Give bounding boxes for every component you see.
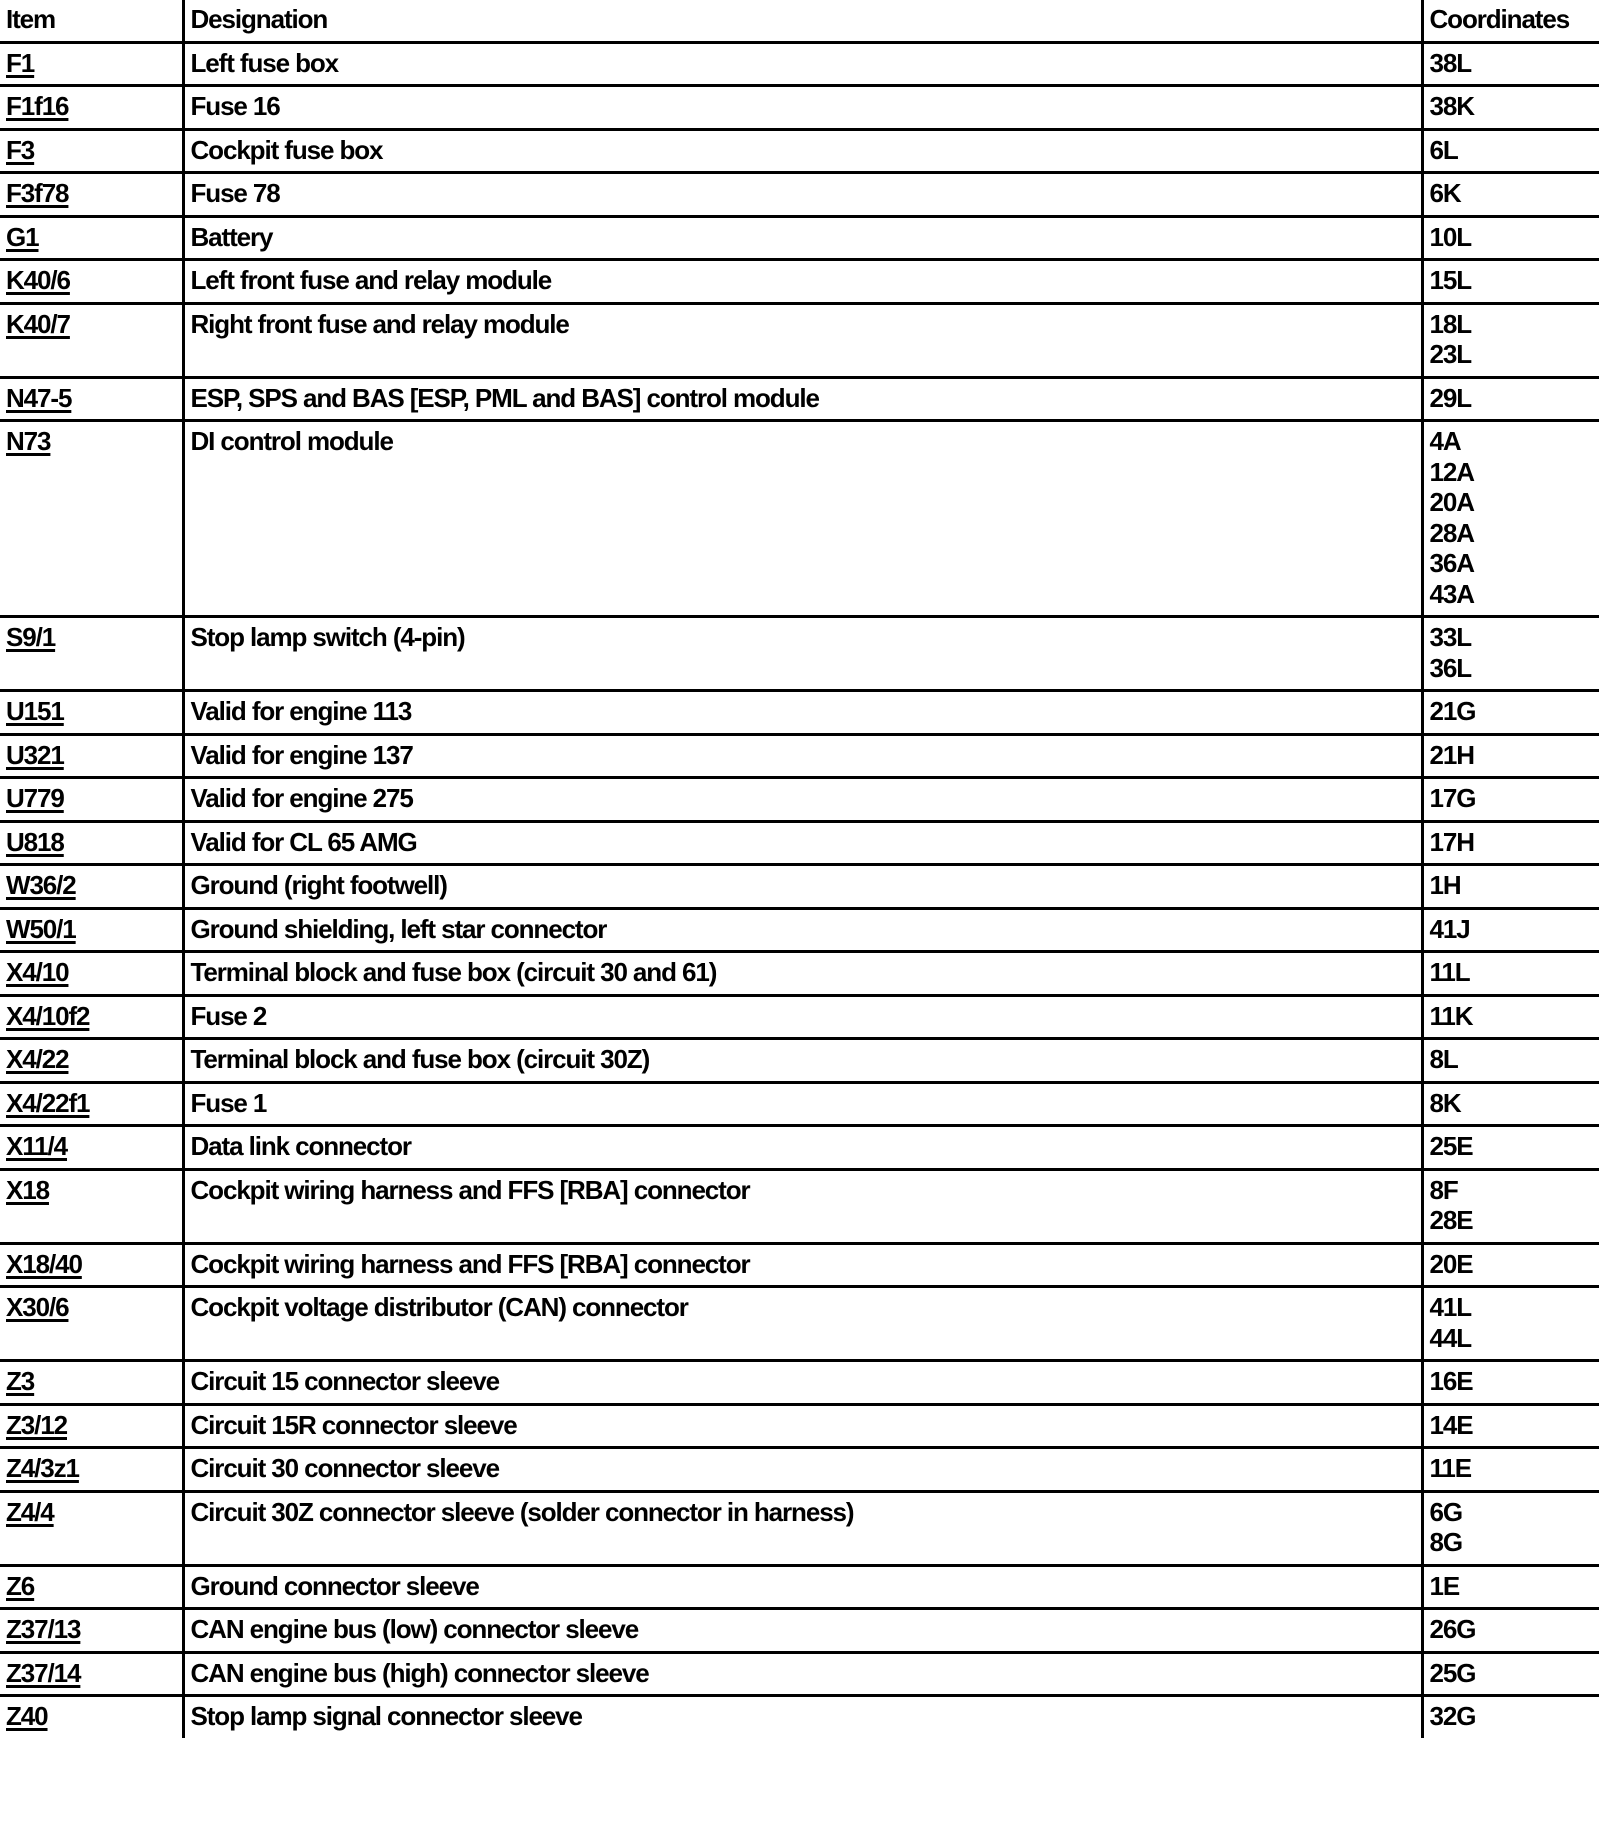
coordinates-cell [1422,908,1599,952]
table-row [0,952,1599,996]
coordinates-cell [1422,995,1599,1039]
coordinate-value: 44L [1429,1322,1472,1353]
coordinates-cell [1422,1361,1599,1405]
coordinates-cell [1422,1039,1599,1083]
item-cell [0,1652,183,1696]
coordinate-value: 6G [1429,1496,1462,1527]
designation-cell: Battery [183,216,1422,260]
item-link[interactable]: Z37/13 [6,1614,81,1644]
coordinate-value: 41L [1429,1292,1472,1322]
table-row [0,1404,1599,1448]
designation-cell: CAN engine bus (low) connector sleeve [183,1609,1422,1653]
item-link[interactable]: X18 [6,1174,49,1205]
item-cell [0,173,183,217]
coordinates-cell [1422,1696,1599,1738]
item-link[interactable]: U321 [6,739,64,770]
coordinates-cell [1422,421,1599,617]
coordinate-value: 28E [1429,1205,1473,1235]
designation-cell: Valid for CL 65 AMG [183,821,1422,865]
designation-cell: Fuse 1 [183,1082,1422,1126]
item-link[interactable]: F1f16 [6,91,69,121]
coordinate-value: 15L [1429,265,1472,295]
item-cell [0,952,183,996]
item-link[interactable]: K40/6 [6,265,70,295]
coordinate-value: 10L [1429,221,1472,252]
coordinate-value: 11E [1429,1453,1472,1483]
coordinates-cell [1422,952,1599,996]
designation-cell: Terminal block and fuse box (circuit 30Z) [183,1039,1422,1083]
coordinate-value: 28A [1429,517,1474,548]
coordinates-cell [1422,1565,1599,1609]
coordinate-value: 36A [1429,548,1474,578]
table-row [0,1361,1599,1405]
coordinates-cell [1422,1126,1599,1170]
coordinate-value: 25G [1429,1657,1476,1688]
item-cell [0,129,183,173]
designation-cell: Data link connector [183,1126,1422,1170]
header-coordinates: Coordinates [1422,0,1599,42]
table-row [0,1287,1599,1361]
item-cell [0,995,183,1039]
item-cell [0,908,183,952]
item-cell [0,1126,183,1170]
designation-cell: Cockpit voltage distributor (CAN) connector [183,1287,1422,1361]
coordinates-cell [1422,734,1599,778]
item-link[interactable]: F3f78 [6,178,69,208]
coordinates-cell [1422,778,1599,822]
designation-cell: Left fuse box [183,42,1422,86]
table-row [0,377,1599,421]
coordinates-cell [1422,691,1599,735]
coordinates-cell [1422,377,1599,421]
item-cell [0,377,183,421]
item-cell [0,86,183,130]
item-cell [0,778,183,822]
item-link[interactable]: F3 [6,134,35,165]
header-designation: Designation [183,0,1422,42]
item-link[interactable]: X4/22 [6,1044,69,1074]
item-link[interactable]: X4/22f1 [6,1087,90,1118]
table-row [0,303,1599,377]
item-cell [0,1565,183,1609]
coordinate-value: 33L [1429,622,1472,652]
table-row [0,260,1599,304]
item-link[interactable]: Z37/14 [6,1657,81,1688]
item-link[interactable]: Z4/4 [6,1496,54,1527]
coordinates-cell [1422,1404,1599,1448]
designation-cell: Fuse 2 [183,995,1422,1039]
designation-cell: Terminal block and fuse box (circuit 30 and 61) [183,952,1422,996]
coordinate-value: 17G [1429,783,1476,813]
item-cell [0,865,183,909]
item-link[interactable]: X30/6 [6,1292,69,1322]
coordinates-cell [1422,42,1599,86]
coordinate-value: 21H [1429,739,1474,770]
coordinate-value: 6K [1429,178,1461,208]
item-link[interactable]: X11/4 [6,1131,68,1161]
item-link[interactable]: U818 [6,826,64,857]
table-row [0,1039,1599,1083]
item-link[interactable]: N47-5 [6,382,72,413]
coordinate-value: 26G [1429,1614,1476,1644]
coordinates-cell [1422,1491,1599,1565]
item-cell [0,617,183,691]
table-row [0,173,1599,217]
item-link[interactable]: U779 [6,783,64,813]
coordinate-value: 38L [1429,47,1472,78]
table-row [0,1169,1599,1243]
item-link[interactable]: Z3/12 [6,1409,67,1440]
item-cell [0,1404,183,1448]
coordinate-value: 8F [1429,1174,1458,1205]
designation-cell: ESP, SPS and BAS [ESP, PML and BAS] control module [183,377,1422,421]
coordinates-cell [1422,1169,1599,1243]
coordinate-value: 20E [1429,1248,1473,1279]
item-link[interactable]: G1 [6,221,39,252]
item-cell [0,734,183,778]
table-row [0,865,1599,909]
item-link[interactable]: X4/10 [6,957,69,987]
item-link[interactable]: K40/7 [6,308,70,339]
item-link[interactable]: W36/2 [6,870,76,900]
item-cell [0,421,183,617]
designation-cell: Cockpit wiring harness and FFS [RBA] connector [183,1169,1422,1243]
coordinates-cell [1422,1448,1599,1492]
designation-cell: Cockpit wiring harness and FFS [RBA] connector [183,1243,1422,1287]
coordinates-cell [1422,1082,1599,1126]
table-row [0,42,1599,86]
designation-cell: Cockpit fuse box [183,129,1422,173]
item-link[interactable]: F1 [6,47,35,78]
designation-cell: Valid for engine 137 [183,734,1422,778]
coordinate-value: 29L [1429,382,1472,413]
item-cell [0,1169,183,1243]
item-cell [0,1039,183,1083]
table-body [0,42,1599,1738]
table-row [0,1609,1599,1653]
table-row [0,1082,1599,1126]
coordinates-cell [1422,260,1599,304]
table-row [0,821,1599,865]
designation-cell: Stop lamp signal connector sleeve [183,1696,1422,1738]
coordinate-value: 11L [1429,957,1470,987]
coordinate-value: 32G [1429,1701,1476,1731]
item-cell [0,260,183,304]
coordinate-value: 4A [1429,426,1461,456]
designation-cell: Fuse 78 [183,173,1422,217]
item-link[interactable]: X4/10f2 [6,1000,90,1031]
coordinate-value: 8L [1429,1044,1458,1074]
table-row [0,1448,1599,1492]
item-link[interactable]: Z40 [6,1701,48,1731]
designation-cell: Right front fuse and relay module [183,303,1422,377]
item-cell [0,1491,183,1565]
coordinates-cell [1422,1652,1599,1696]
designation-cell: Circuit 30Z connector sleeve (solder connector in harness) [183,1491,1422,1565]
coordinate-value: 8K [1429,1087,1461,1118]
item-cell [0,821,183,865]
table-row [0,908,1599,952]
coordinate-value: 38K [1429,91,1474,121]
table-row [0,1126,1599,1170]
coordinate-value: 43A [1429,578,1474,609]
table-row [0,216,1599,260]
designation-cell: Ground (right footwell) [183,865,1422,909]
table-row [0,1565,1599,1609]
designation-cell: Left front fuse and relay module [183,260,1422,304]
designation-cell: Fuse 16 [183,86,1422,130]
item-cell [0,303,183,377]
item-link[interactable]: Z6 [6,1570,35,1601]
item-cell [0,42,183,86]
coordinate-value: 20A [1429,487,1474,517]
item-cell [0,691,183,735]
item-cell [0,1287,183,1361]
coordinate-value: 8G [1429,1527,1462,1557]
coordinate-value: 25E [1429,1131,1473,1161]
coordinates-cell [1422,1287,1599,1361]
coordinate-value: 41J [1429,913,1470,944]
coordinates-cell [1422,303,1599,377]
header-item: Item [0,0,183,42]
item-link[interactable]: N73 [6,426,51,456]
item-cell [0,1696,183,1738]
item-link[interactable]: X18/40 [6,1248,82,1279]
designation-cell: Circuit 15R connector sleeve [183,1404,1422,1448]
coordinates-cell [1422,1243,1599,1287]
coordinate-value: 11K [1429,1000,1473,1031]
table-row [0,1491,1599,1565]
item-cell [0,1448,183,1492]
coordinates-cell [1422,617,1599,691]
item-link[interactable]: W50/1 [6,913,76,944]
coordinates-cell [1422,865,1599,909]
table-row [0,617,1599,691]
table-row [0,691,1599,735]
item-link[interactable]: U151 [6,696,64,726]
table-row [0,778,1599,822]
item-cell [0,1243,183,1287]
item-cell [0,1609,183,1653]
table-row [0,421,1599,617]
designation-cell: DI control module [183,421,1422,617]
coordinate-value: 16E [1429,1366,1473,1396]
item-link[interactable]: S9/1 [6,622,56,652]
coordinate-value: 21G [1429,696,1476,726]
designation-cell: Ground shielding, left star connector [183,908,1422,952]
table-row [0,1243,1599,1287]
coordinate-value: 12A [1429,456,1474,487]
coordinate-value: 14E [1429,1409,1473,1440]
table-row [0,129,1599,173]
coordinate-value: 18L [1429,308,1472,339]
item-link[interactable]: Z4/3z1 [6,1453,79,1483]
coordinates-cell [1422,216,1599,260]
table-row [0,734,1599,778]
designation-cell: Ground connector sleeve [183,1565,1422,1609]
coordinate-value: 6L [1429,134,1458,165]
table-row [0,995,1599,1039]
designation-cell: Circuit 15 connector sleeve [183,1361,1422,1405]
coordinates-cell [1422,821,1599,865]
designation-cell: Valid for engine 113 [183,691,1422,735]
designation-cell: Valid for engine 275 [183,778,1422,822]
coordinates-cell [1422,129,1599,173]
table-row [0,86,1599,130]
coordinate-value: 36L [1429,652,1472,683]
coordinate-value: 17H [1429,826,1474,857]
coordinates-cell [1422,1609,1599,1653]
item-cell [0,1361,183,1405]
designation-cell: Stop lamp switch (4-pin) [183,617,1422,691]
designation-cell: CAN engine bus (high) connector sleeve [183,1652,1422,1696]
item-cell [0,216,183,260]
item-cell [0,1082,183,1126]
coordinates-cell [1422,173,1599,217]
coordinate-value: 23L [1429,339,1472,369]
table-row [0,1652,1599,1696]
coordinate-value: 1H [1429,870,1461,900]
table-row [0,1696,1599,1738]
designation-cell: Circuit 30 connector sleeve [183,1448,1422,1492]
coordinate-value: 1E [1429,1570,1460,1601]
header-row [0,0,1599,42]
coordinates-cell [1422,86,1599,130]
item-link[interactable]: Z3 [6,1366,35,1396]
